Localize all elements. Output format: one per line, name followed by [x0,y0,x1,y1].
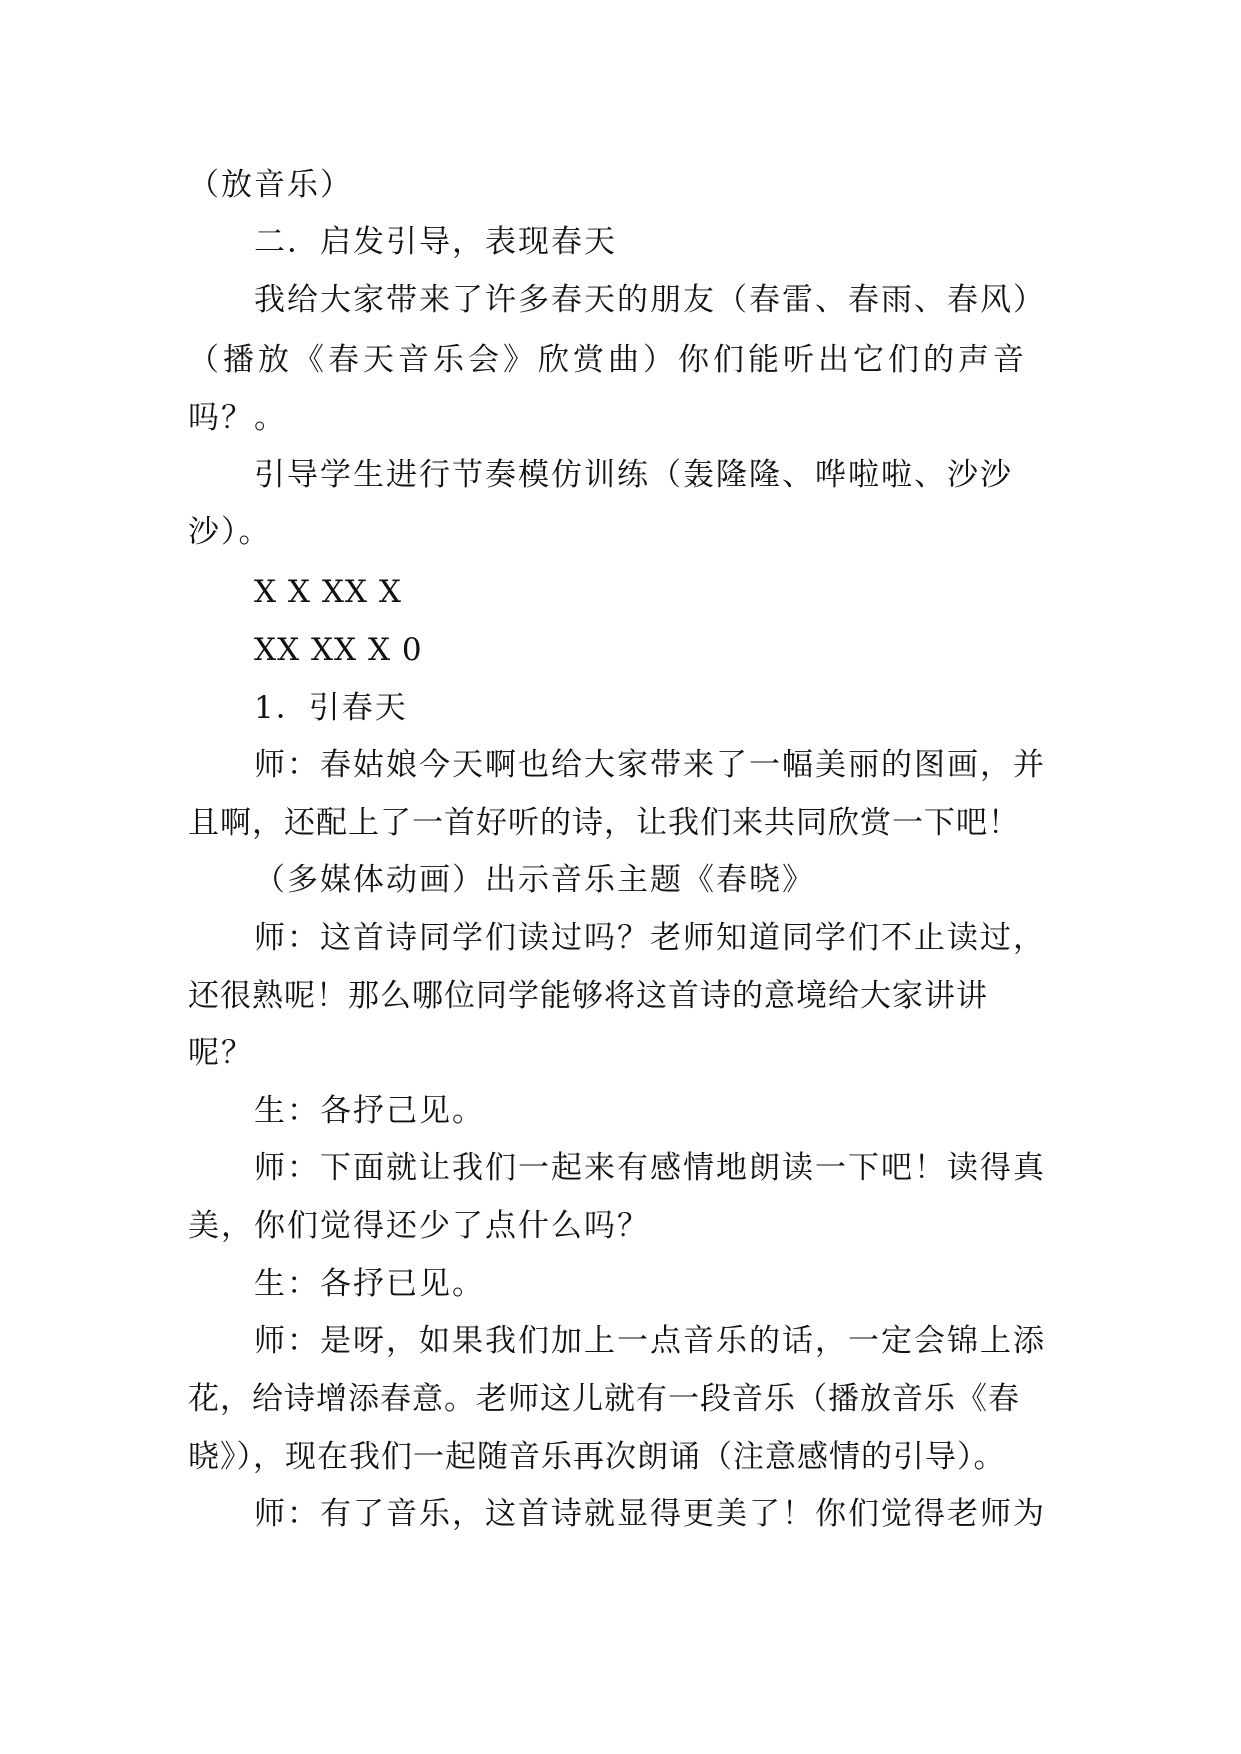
text-line: 美，你们觉得还少了点什么吗？ [188,1208,650,1244]
text-line: 生：各抒己见。 [254,1093,485,1129]
rhythm-line: XX XX X 0 [254,632,423,668]
text-line: 晓》），现在我们一起随音乐再次朗诵（注意感情的引导）。 [188,1439,1006,1475]
text-line: 引导学生进行节奏模仿训练（轰隆隆、哗啦啦、沙沙 [254,457,1013,493]
text-line: 我给大家带来了许多春天的朋友（春雷、春雨、春风） [254,282,1046,318]
text-line: （多媒体动画）出示音乐主题《春晓》 [254,862,815,898]
text-line: （播放《春天音乐会》欣赏曲）你们能听出它们的声音 [188,342,1028,378]
text-line: 师：春姑娘今天啊也给大家带来了一幅美丽的图画，并 [254,747,1046,783]
text-line: 呢？ [188,1035,254,1071]
text-line: 吗？。 [188,400,287,436]
text-line: 花，给诗增添春意。老师这儿就有一段音乐（播放音乐《春 [188,1381,1020,1417]
text-line: 生：各抒已见。 [254,1266,485,1302]
text-line: 还很熟呢！那么哪位同学能够将这首诗的意境给大家讲讲 [188,978,988,1014]
text-line: 师：下面就让我们一起来有感情地朗读一下吧！读得真 [254,1150,1046,1186]
text-line: 师：是呀，如果我们加上一点音乐的话，一定会锦上添 [254,1323,1046,1359]
text-line: 师：有了音乐，这首诗就显得更美了！你们觉得老师为 [254,1496,1046,1532]
rhythm-line: X X XX X [254,574,402,610]
subsection-heading: 1．引春天 [254,690,408,726]
text-line: （放音乐） [188,167,353,203]
text-line: 且啊，还配上了一首好听的诗，让我们来共同欣赏一下吧！ [188,805,1020,841]
text-line: 师：这首诗同学们读过吗？老师知道同学们不止读过， [254,920,1046,956]
section-heading: 二．启发引导，表现春天 [254,224,617,260]
text-line: 沙）。 [188,514,272,550]
